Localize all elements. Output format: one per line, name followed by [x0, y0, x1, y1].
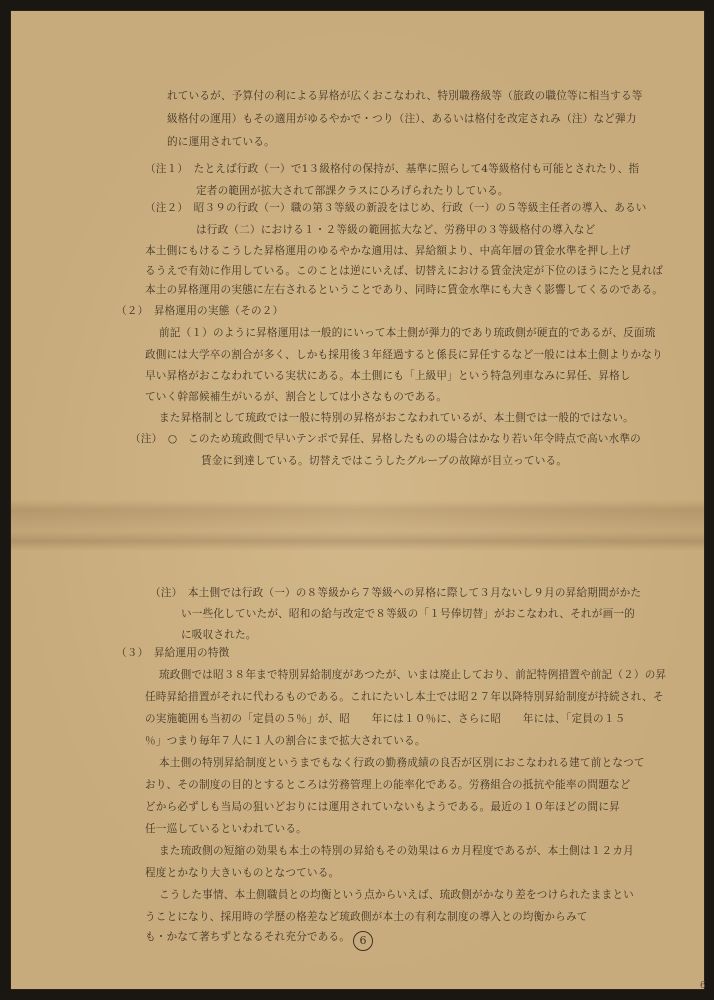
text-line: 的に運用されている。 — [167, 136, 275, 148]
note-line: は行政（二）における１・２等級の範囲拡大など、労務甲の３等級格付の導入など — [196, 224, 596, 236]
text-line: 琉政側では昭３８年まで特別昇給制度があつたが、いまは廃止しており、前記特例措置や前記（２）の昇 — [159, 669, 667, 681]
text-line: れているが、予算付の利による昇格が広くおこなわれ、特別職務級等（旅政の職位等に相当する等 — [167, 90, 643, 102]
note-line: （注） 本土側では行政（一）の８等級から７等級への昇格に際して３月ないし９月の昇給期間がかた — [150, 587, 642, 599]
text-line: るうえで有効に作用している。このことは逆にいえば、切替えにおける賃金決定が下位のほうにたと見れば — [145, 265, 664, 277]
text-line: うことになり、採用時の学歴の格差など琉政側が本土の有利な制度の導入との均衡からみて — [145, 911, 588, 923]
text-line: 任一巡しているといわれている。 — [145, 823, 307, 835]
text-line: 政側には大学卒の割合が多く、しかも採用後３年経過すると係長に昇任するなど一般には本土側よりかなり — [145, 349, 663, 361]
page-fold-shadow — [11, 531, 704, 551]
note-line: （注） ○ このため琉政側で早いテンポで昇任、昇格したものの場合はかなり若い年令時点で高い水準の — [130, 433, 641, 445]
text-line: 本土側にもけるこうした昇格運用のゆるやかな適用は、昇給額より、中高年層の賃金水準を押し上げ — [145, 245, 631, 257]
section-heading: （３） 昇給運用の特徴 — [116, 647, 230, 659]
text-line: 本土の昇格運用の実態に左右されるということであり、同時に賃金水準にも大きく影響してくるのである。 — [145, 284, 664, 296]
note-line: （注１） たとえば行政（一）で1３級格付の保持が、基準に照らして4等級格付も可能とされたり、指 — [145, 163, 640, 175]
text-line: 本土側の特別昇給制度というまでもなく行政の勤務成績の良否が区別におこなわれる建て前となつて — [159, 757, 645, 769]
text-line: ていく幹部候補生がいるが、割合としては小さなものである。 — [145, 391, 448, 403]
note-line: い一些化していたが、昭和の給与改定で８等級の「１号俸切替」がおこなわれ、それが画一的 — [181, 608, 635, 620]
note-line: に吸収された。 — [181, 629, 257, 641]
text-line: 前記（１）のように昇格運用は一般的にいって本土側が弾力的であり琉政側が硬直的であるが、反面琉 — [159, 327, 656, 339]
text-line: の実施範囲も当初の「定員の５％」が、昭 年には１０％に、さらに昭 年には、「定員の１５ — [145, 713, 626, 725]
text-line: 任時昇給措置がそれに代わるものである。これにたいし本土では昭２７年以降特別昇給制度が持続され、そ — [145, 691, 664, 703]
text-line: こうした事情、本土側職員との均衡という点からいえば、琉政側がかなり差をつけられたままとい — [159, 889, 634, 901]
page-number: 6 — [353, 931, 373, 951]
note-line: 定者の範囲が拡大されて部課クラスにひろげられたりしている。 — [196, 185, 509, 197]
corner-mark: 6 — [700, 981, 706, 991]
section-heading: （２） 昇格運用の実態（その２） — [116, 305, 284, 317]
text-line: また琉政側の短縮の効果も本土の特別の昇給もその効果は６カ月程度であるが、本土側は１２カ月 — [159, 845, 634, 857]
text-line: おり、その制度の目的とするところは労務管理上の能率化である。労務組合の抵抗や能率の問題など — [145, 779, 631, 791]
note-line: （注２） 昭３９の行政（一）職の第３等級の新設をはじめ、行政（一）の５等級主任者の導入、あるい — [145, 202, 647, 214]
text-line: 級格付の運用）もその適用がゆるやかで・つり（注）、あるいは格付を改定されみ（注）など弾力 — [167, 113, 637, 125]
text-line: また昇格制として琉政では一般に特別の昇格がおこなわれているが、本土側では一般的ではない。 — [159, 412, 634, 424]
text-line: ％」つまり毎年７人に１人の割合にまで拡大されている。 — [145, 735, 426, 747]
document-page — [10, 10, 705, 990]
text-line: 早い昇格がおこなわれている実状にある。本土側にも「上級甲」という特急列車なみに昇任、昇格し — [145, 370, 631, 382]
text-line: も・かなて著ちずとなるそれ充分である。 — [145, 931, 351, 943]
text-line: 程度とかなり大きいものとなつている。 — [145, 867, 340, 879]
note-line: 賃金に到達している。切替えではこうしたグループの故障が目立っている。 — [201, 455, 568, 467]
text-line: どから必ずしも当局の狙いどおりには運用されていないもようである。最近の１０年ほどの間に昇 — [145, 801, 620, 813]
